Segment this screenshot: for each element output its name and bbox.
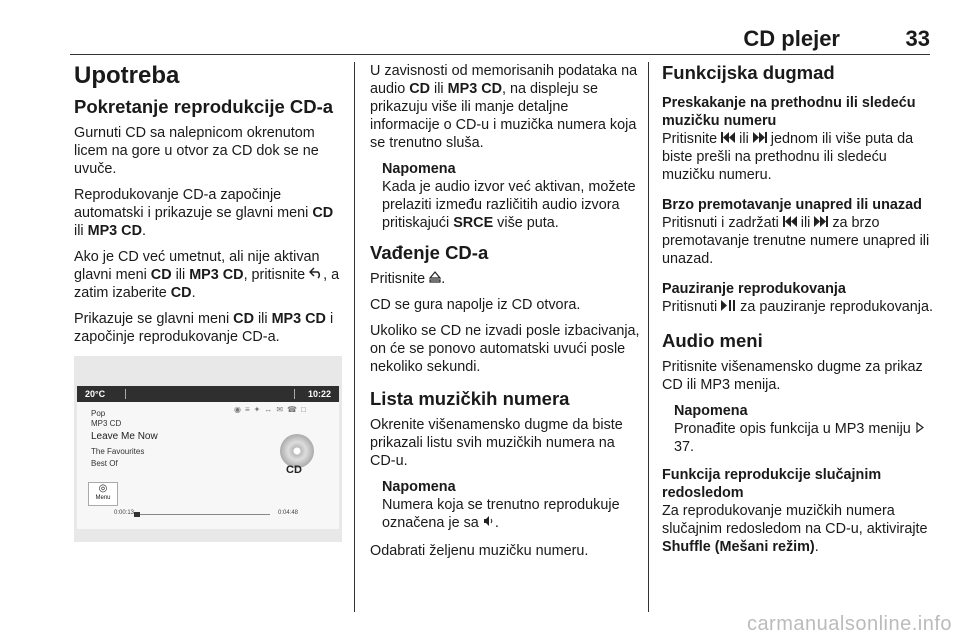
screenshot-track-title: Leave Me Now [91, 431, 158, 442]
subsection-title: Lista muzičkih numera [370, 388, 570, 409]
skip-next-icon [814, 214, 828, 232]
paragraph: Reprodukovanje CD-a započinje automatski i prikazuje se glavni meni CD ili MP3 CD. [74, 187, 334, 239]
paragraph: Pritisnuti i zadržati ili za brzo premotavanje trenutne numere unapred ili unazad. [662, 215, 930, 267]
back-arrow-icon [309, 266, 323, 284]
note-block [382, 160, 640, 232]
screenshot-status-bar [77, 386, 339, 402]
topic-title: Preskakanje na prethodnu ili sledeću muzičku numeru [662, 95, 916, 129]
topic-title: Pauziranje reprodukovanja [662, 281, 846, 297]
screenshot-temperature: 20°C [85, 389, 106, 399]
screenshot-text: Pop [91, 409, 106, 418]
eject-icon [429, 270, 441, 288]
divider [125, 389, 126, 399]
paragraph: Prikazuje se glavni meni CD ili MP3 CD i započinje reprodukovanje CD-a. [74, 311, 334, 345]
paragraph: Odabrati željenu muzičku numeru. [370, 543, 589, 559]
screenshot-progress-track [134, 514, 270, 515]
note-text: Pronađite opis funkcija u MP3 meniju 37. [674, 420, 937, 456]
paragraph: Pritisnuti za pauziranje reprodukovanja. [662, 299, 933, 315]
speaker-icon [483, 514, 495, 532]
subsection-title: Pokretanje reprodukcije CD-a [74, 96, 334, 117]
note-title: Napomena [674, 403, 748, 419]
skip-previous-icon [783, 214, 797, 232]
screenshot-clock: 10:22 [307, 389, 331, 399]
column-1 [74, 62, 342, 354]
note-block [382, 478, 640, 532]
column-divider [354, 62, 355, 612]
page-header-title: CD plejer [743, 26, 840, 51]
cd-player-screenshot [74, 356, 342, 542]
section-title: Upotreba [74, 62, 180, 89]
status-icons: ◉≡✦↔✉☎□ [234, 405, 310, 414]
paragraph: Ako je CD već umetnut, ali nije aktivan glavni meni CD ili MP3 CD, pritisnite , a zatim izaberite CD. [74, 249, 340, 301]
note-text: Kada je audio izvor već aktivan, možete prelaziti između različitih audio izvora pritiskajući SRCE više puta. [382, 179, 636, 231]
screenshot-total-time: 0:04:48 [278, 510, 299, 516]
paragraph: Ukoliko se CD ne izvadi posle izbacivanja, on će se ponovo automatski uvući posle nekoliko sekundi. [370, 323, 640, 375]
page-number: 33 [905, 26, 930, 51]
screenshot-menu-button: ◎ Menu [88, 482, 118, 506]
cd-disc-icon [280, 434, 314, 468]
screenshot-progress-fill [134, 512, 140, 517]
subsection-title: Funkcijska dugmad [662, 62, 835, 83]
paragraph: U zavisnosti od memorisanih podataka na audio CD ili MP3 CD, na displeju se prikazuju više ili manje detaljne informacije o CD-u i muzička numera koja se trenutno sluša. [370, 63, 638, 151]
topic-title: Funkcija reprodukcije slučajnim redosledom [662, 467, 882, 501]
skip-previous-icon [721, 130, 735, 148]
play-pause-icon [721, 298, 736, 316]
screenshot-elapsed-time: 0:00:13 [114, 510, 135, 516]
paragraph: Pritisnite . [370, 271, 446, 287]
paragraph: Za reprodukovanje muzičkih numera slučajnim redosledom na CD-u, aktivirajte Shuffle (Mešani režim). [662, 503, 928, 555]
subsection-title: Vađenje CD-a [370, 242, 489, 263]
note-text: Numera koja se trenutno reprodukuje označena je sa . [382, 497, 620, 531]
column-divider [648, 62, 649, 612]
column-3 [662, 62, 937, 564]
subsection-title: Audio meni [662, 330, 763, 351]
note-title: Napomena [382, 479, 456, 495]
paragraph: Pritisnite ili jednom ili više puta da biste prešli na prethodnu ili sledeću muzičku numeru. [662, 131, 914, 183]
paragraph: Gurnuti CD sa nalepnicom okrenutom licem na gore u otvor za CD dok se ne uvuče. [74, 125, 319, 177]
screenshot-cd-label: CD [286, 464, 302, 476]
watermark: carmanualsonline.info [746, 613, 952, 635]
screenshot-text: Best Of [91, 459, 118, 468]
screenshot-text: The Favourites [91, 447, 145, 456]
paragraph: Pritisnite višenamensko dugme za prikaz CD ili MP3 menija. [662, 359, 923, 393]
page-reference-icon [915, 420, 925, 438]
column-2 [370, 62, 640, 568]
page-header [70, 24, 930, 56]
paragraph: Okrenite višenamensko dugme da biste prikazali listu svih muzičkih numera na CD-u. [370, 417, 623, 469]
topic-title: Brzo premotavanje unapred ili unazad [662, 197, 922, 213]
paragraph: CD se gura napolje iz CD otvora. [370, 297, 581, 313]
screenshot-text: MP3 CD [91, 419, 122, 428]
divider [294, 389, 295, 399]
note-title: Napomena [382, 161, 456, 177]
header-rule [70, 54, 930, 55]
note-block [674, 402, 937, 456]
skip-next-icon [753, 130, 767, 148]
